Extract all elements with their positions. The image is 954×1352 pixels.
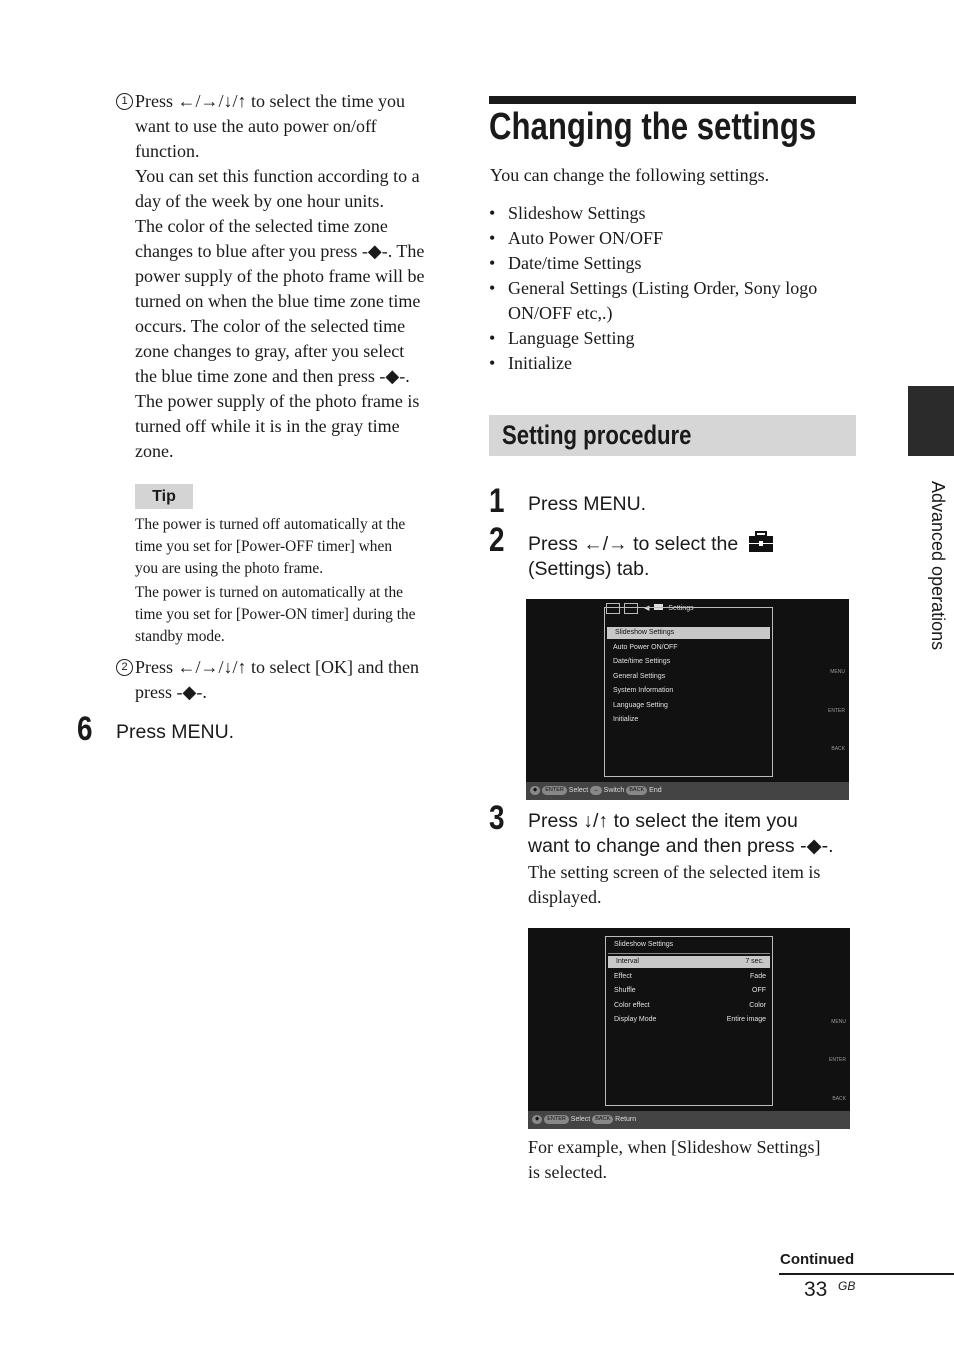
text-line: The power is turned off automatically at the bbox=[135, 516, 406, 533]
back-pill: BACK bbox=[626, 786, 647, 795]
setting-row[interactable] bbox=[606, 971, 772, 983]
step3-description bbox=[528, 860, 858, 910]
text-line: function. bbox=[135, 141, 200, 161]
toolbox-settings-icon bbox=[748, 531, 774, 553]
text-line: you are using the photo frame. bbox=[135, 560, 324, 577]
settings-menu-screenshot bbox=[526, 599, 849, 800]
text-line: standby mode. bbox=[135, 628, 225, 645]
text-line: turned on when the blue time zone time bbox=[135, 291, 421, 311]
side-back-label: BACK bbox=[832, 1096, 846, 1102]
chapter-tab bbox=[908, 386, 954, 456]
footer-rule bbox=[779, 1273, 954, 1275]
slideshow-settings-screenshot bbox=[528, 928, 850, 1129]
list-item: • Initialize bbox=[489, 351, 851, 376]
proc-step2-text bbox=[528, 531, 848, 582]
screen-footer bbox=[526, 782, 849, 800]
list-item: • Language Setting bbox=[489, 326, 851, 351]
setting-value: 7 sec. bbox=[745, 958, 764, 965]
text-line: press -◆-. bbox=[135, 682, 207, 702]
menu-item[interactable]: Language Setting bbox=[613, 702, 668, 709]
subheading: Setting procedure bbox=[502, 420, 692, 450]
step6-number: 6 bbox=[77, 710, 93, 748]
list-item: • Slideshow Settings bbox=[489, 201, 851, 226]
footer-select: Select bbox=[568, 787, 589, 794]
text-line: is selected. bbox=[528, 1162, 607, 1182]
setting-label: Color effect bbox=[614, 1002, 650, 1009]
side-enter-label: ENTER bbox=[828, 708, 845, 714]
text-line: want to change and then press -◆-. bbox=[528, 835, 834, 857]
text-line: The power is turned on automatically at the bbox=[135, 584, 403, 601]
lr-arrows-icon: ↔ bbox=[590, 786, 602, 795]
proc-step3-number: 3 bbox=[489, 799, 505, 837]
circled-number-1: 1 bbox=[116, 93, 133, 110]
footer-select: Select bbox=[570, 1116, 591, 1123]
menu-item[interactable]: Slideshow Settings bbox=[607, 627, 770, 639]
header-divider bbox=[608, 953, 770, 954]
chapter-label: Advanced operations bbox=[928, 481, 948, 651]
text-line: time you set for [Power-OFF timer] when bbox=[135, 538, 393, 555]
circled-number-2: 2 bbox=[116, 659, 133, 676]
tip-paragraph-1 bbox=[135, 514, 447, 580]
text-line: day of the week by one hour units. bbox=[135, 191, 384, 211]
text-line: time you set for [Power-ON timer] during the bbox=[135, 606, 416, 623]
text-line: The power supply of the photo frame is bbox=[135, 391, 420, 411]
setting-label: Interval bbox=[616, 958, 639, 965]
intro-text: You can change the following settings. bbox=[490, 165, 770, 185]
text-line: zone. bbox=[135, 441, 174, 461]
page-number: 33 bbox=[804, 1278, 828, 1301]
page-suffix: GB bbox=[838, 1279, 856, 1293]
text-line: occurs. The color of the selected time bbox=[135, 316, 406, 336]
text-line: You can set this function according to a bbox=[135, 166, 420, 186]
settings-list bbox=[489, 201, 851, 376]
arrow-left-icon: ◀ bbox=[644, 605, 650, 612]
dpad-icon: ◆ bbox=[530, 786, 540, 795]
screenshot-caption bbox=[528, 1135, 858, 1185]
proc-step2-number: 2 bbox=[489, 521, 505, 559]
footer-end: End bbox=[649, 787, 662, 794]
back-pill: BACK bbox=[592, 1115, 613, 1124]
text-line: (Settings) tab. bbox=[528, 558, 650, 580]
step1-paragraph bbox=[116, 89, 451, 464]
menu-panel bbox=[604, 607, 773, 777]
panel-header: Slideshow Settings bbox=[614, 941, 674, 948]
text-line: want to use the auto power on/off bbox=[135, 116, 377, 136]
tab-settings-label: Settings bbox=[668, 605, 694, 612]
text-line: the blue time zone and then press -◆-. bbox=[135, 366, 410, 386]
setting-row[interactable] bbox=[608, 956, 770, 968]
menu-item[interactable]: Date/time Settings bbox=[613, 658, 671, 665]
page-title: Changing the settings bbox=[489, 106, 817, 148]
enter-pill: ENTER bbox=[544, 1115, 569, 1124]
side-enter-label: ENTER bbox=[829, 1057, 846, 1063]
setting-value: OFF bbox=[752, 987, 766, 994]
menu-item[interactable]: Auto Power ON/OFF bbox=[613, 644, 678, 651]
text-line: Press ←/→ to select the bbox=[528, 533, 739, 555]
proc-step1-number: 1 bbox=[489, 482, 505, 520]
dpad-icon: ◆ bbox=[532, 1115, 542, 1124]
text-line: The setting screen of the selected item is bbox=[528, 862, 821, 882]
list-item: • Date/time Settings bbox=[489, 251, 851, 276]
text-line: changes to blue after you press -◆-. The bbox=[135, 241, 425, 261]
setting-value: Color bbox=[749, 1002, 766, 1009]
setting-label: Display Mode bbox=[614, 1016, 657, 1023]
text-line: zone changes to gray, after you select bbox=[135, 341, 405, 361]
setting-value: Entire image bbox=[726, 1016, 766, 1023]
text-line: power supply of the photo frame will be bbox=[135, 266, 425, 286]
enter-pill: ENTER bbox=[542, 786, 567, 795]
settings-panel bbox=[605, 936, 773, 1106]
setting-row[interactable] bbox=[606, 985, 772, 997]
side-menu-label: MENU bbox=[830, 669, 845, 675]
setting-label: Effect bbox=[614, 973, 632, 980]
list-item: • Auto Power ON/OFF bbox=[489, 226, 851, 251]
title-rule bbox=[489, 96, 856, 104]
step6-text: Press MENU. bbox=[116, 721, 235, 743]
list-item: • General Settings (Listing Order, Sony logo ON/OFF etc,.) bbox=[489, 276, 851, 326]
menu-item[interactable]: System Information bbox=[613, 687, 674, 694]
side-back-label: BACK bbox=[831, 746, 845, 752]
text-line: Press ←/→/↓/↑ to select the time you bbox=[135, 91, 405, 111]
screen-footer bbox=[528, 1111, 850, 1129]
setting-row[interactable] bbox=[606, 1000, 772, 1012]
proc-step1-text: Press MENU. bbox=[528, 493, 647, 515]
continued-label: Continued bbox=[780, 1251, 855, 1268]
step1-block bbox=[116, 89, 451, 464]
text-line: For example, when [Slideshow Settings] bbox=[528, 1137, 821, 1157]
text-line bbox=[528, 531, 848, 557]
tip-badge: Tip bbox=[135, 484, 193, 509]
setting-row[interactable] bbox=[606, 1014, 772, 1026]
setting-value: Fade bbox=[750, 973, 766, 980]
footer-return: Return bbox=[615, 1116, 637, 1123]
proc-step3-text bbox=[528, 809, 853, 859]
tip-paragraph-2 bbox=[135, 582, 447, 648]
text-line: turned off while it is in the gray time bbox=[135, 416, 400, 436]
menu-item[interactable]: General Settings bbox=[613, 673, 666, 680]
text-line: Press ←/→/↓/↑ to select [OK] and then bbox=[135, 657, 419, 677]
text-line: Press ↓/↑ to select the item you bbox=[528, 810, 798, 832]
footer-switch: Switch bbox=[603, 787, 625, 794]
setting-label: Shuffle bbox=[614, 987, 636, 994]
menu-item[interactable]: Initialize bbox=[613, 716, 639, 723]
side-menu-label: MENU bbox=[831, 1019, 846, 1025]
text-line: The color of the selected time zone bbox=[135, 216, 388, 236]
text-line: displayed. bbox=[528, 887, 602, 907]
step2-paragraph bbox=[116, 655, 451, 705]
step2-block bbox=[116, 655, 451, 705]
